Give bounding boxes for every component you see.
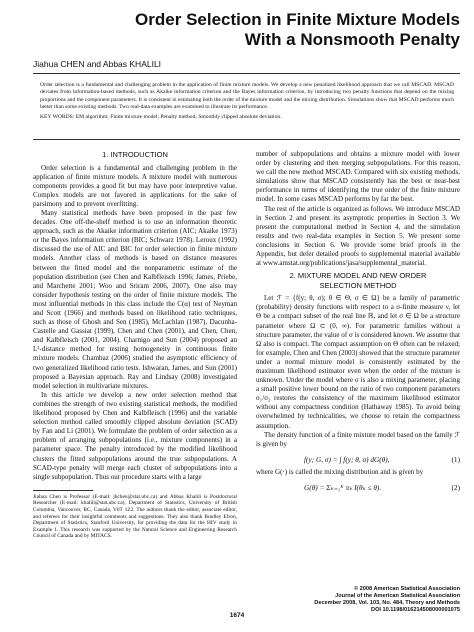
equation-1 [256,455,460,464]
paragraph: In this article we develop a new order selection method that combines the strength of two existing statistical methods, the modified likelihood proposed by Chen and Kalbfleisch (1996) and the variable selection method called smoothly clipped absolute deviation (SCAD) by Fan and Li (2001). We formulate the problem of order selection as a problem of arranging subpopulations (i.e., mixture components) in a parameter space. The penalty introduced by the modified likelihood clusters the fitted subpopulations around the true subpopulations. A SCAD-type penalty will merge each cluster of subpopulations into a single subpopulation. Thus our procedure starts with a large [33,390,237,481]
paragraph: Order selection is a fundamental and challenging problem in the application of finite mixture models. A mixture model with numerous components provides a good fit but may have poor interpretive value. Complex models are not favored in applications for the sake of parsimony and to prevent overfitting. [33,163,237,208]
author-footnote: Jiahua Chen is Professor (E-mail: jhchen@stat.ubc.ca) and Abbas Khalili is Postdoctoral Researcher (E-mail: khalili@stat.ubc.ca), Department of Statistics, University of British Columbia, Vancouver, BC, Canada, V6T 1Z2. The authors thank the editor, associate editor, and referees for their insightful comments and suggestions. They also thank Bradley Efron, Department of Statistics, Stanford University, for providing the data for the HIV study in Example 1. This research was supported by the Natural Science and Engineering Research Council of Canada and by MITACS. [33,493,237,540]
right-column [256,150,460,496]
section-1-heading: 1. INTRODUCTION [102,150,168,159]
keywords: KEY WORDS: EM algorithm; Finite mixture model; Penalty method; Smoothly clipped absolute deviation. [40,113,282,120]
equation-2-body: G(θ) = Σₖ₌₁ᴷ πₖ I(θₖ ≤ θ). [304,483,382,492]
equation-2 [256,483,460,492]
journal-info [314,586,460,614]
top-rule [33,73,460,74]
paragraph: number of subpopulations and obtains a mixture model with lower order by clustering and then merging subpopulations. For this reason, we call the new method MSCAD. Compared with six existing methods, simulations show that MSCAD consistently has the best or near-best performance in terms of identifying the true order of the finite mixture model. In some cases MSCAD performs by far the best. [256,150,460,204]
equation-1-body: f(y; G, σ) = ∫ f(y; θ, σ) dG(θ), [304,454,390,464]
journal-line: © 2008 American Statistical Association [354,586,460,592]
paragraph: Let ℱ = {f(y; θ, σ); θ ∈ Θ, σ ∈ Ω} be a family of parametric (probability) density functions with respect to a σ-finite measure ν, let Θ be a compact subset of the real line ℝ, and let σ ∈ Ω be a structure parameter where Ω ⊂ (0, ∞). For parametric families without a structure parameter, the value of σ is considered known. We assume that Ω also is compact. The compact assumption on Θ often can be relaxed; for example, Chen and Chen (2003) showed that the structure parameter under a normal mixture model is consistently estimated by the maximum likelihood estimator even when the order of the mixture is unknown. Under the model where σ is also a mixing parameter, placing a small positive lower bound on the ratio of two component parameters σ₁/σ₂ restores the consistency of the maximum likelihood estimator without any compactness condition (Hathaway 1985). To avoid being overwhelmed by technicalities, we choose to retain the compactness assumption. [256,294,460,430]
equation-1-number: (1) [451,454,460,464]
paragraph: The density function of a finite mixture model based on the family ℱ is given by [256,430,460,448]
equation-2-number: (2) [451,483,460,492]
paragraph: The rest of the article is organized as follows. We introduce MSCAD in Section 2 and present its asymptotic properties in Section 3. We present the computational method in Section 4, and the simulation results and two real-data examples in Section 5. We present some conclusions in Section 6. We provide some brief proofs in the Appendix, but defer detailed proofs to supplemental material available at www.amstat.org/publications/jasa/supplemental_material. [256,204,460,268]
section-2-heading-line-2: SELECTION METHOD [319,280,397,290]
authors: Jiahua CHEN and Abbas KHALILI [33,59,162,69]
journal-line: Journal of the American Statistical Association [335,593,460,600]
paragraph: where G(·) is called the mixing distribution and is given by [256,467,424,476]
section-2-heading-line-1: 2. MIXTURE MODEL AND NEW ORDER [289,271,427,281]
title-line-1: Order Selection in Finite Mixture Models [135,10,460,29]
abstract-text: Order selection is a fundamental and challenging problem in the application of finite mixture models. We develop a new penalized likelihood approach that we call MSCAD. MSCAD deviates from information-based methods, such as Akaike information criterion and the Bayes information criterion, by introducing two penalty functions that depend on the mixing proportions and the component parameters. It is consistent in estimating both the order of the mixture model and the mixing distribution. Simulations show that MSCAD performs much better than some existing methods. Two real-data examples are examined to illustrate its performance. [40,82,454,111]
journal-line: DOI 10.1198/016214508000001075 [371,607,460,614]
title-line-2: With a Nonsmooth Penalty [244,30,460,49]
page-number: 1674 [229,612,245,619]
section-2-heading [256,271,460,290]
abstract [40,82,454,121]
paper-title [0,10,460,50]
abstract-rule [33,139,460,140]
journal-line: December 2008, Vol. 103, No. 484, Theory and Methods [314,600,460,607]
footnote-rule [33,490,93,491]
paragraph: Many statistical methods have been proposed in the past few decades. One off-the-shelf method is to use an information theoretic approach, such as the Akaike information criterion (AIC; Akaike 1973) or the Bayes information criterion (BIC; Schwarz 1978). Leroux (1992) discussed the use of AIC and BIC for order selection in finite mixture models. Another class of methods is based on distance measures between the fitted model and the nonparametric estimate of the population distribution (see Chen and Kalbfleisch 1996; James, Priebe, and Marchette 2001; Woo and Sriram 2006, 2007). One also may consider hypothesis testing on the order of finite mixture models. The most influential methods in this class include the C(α) test of Neyman and Scott (1966) and methods based on likelihood ratio techniques, such as those of Ghosh and Sen (1985), McLachlan (1987), Dacunha-Castelle and Gassiat (1999), Chen and Chen (2001), and Chen, Chen, and Kalbfleisch (2001, 2004). Charnigo and Sun (2004) proposed an L²-distance method for testing homogeneity in continuous finite mixture models. Chambaz (2006) studied the asymptotic efficiency of two generalized likelihood ratio tests. Ishwaran, James, and Sun (2001) proposed a Bayesian approach. Ray and Lindsay (2008) investigated model selection in multivariate mixtures. [33,208,237,390]
left-column [33,150,237,540]
